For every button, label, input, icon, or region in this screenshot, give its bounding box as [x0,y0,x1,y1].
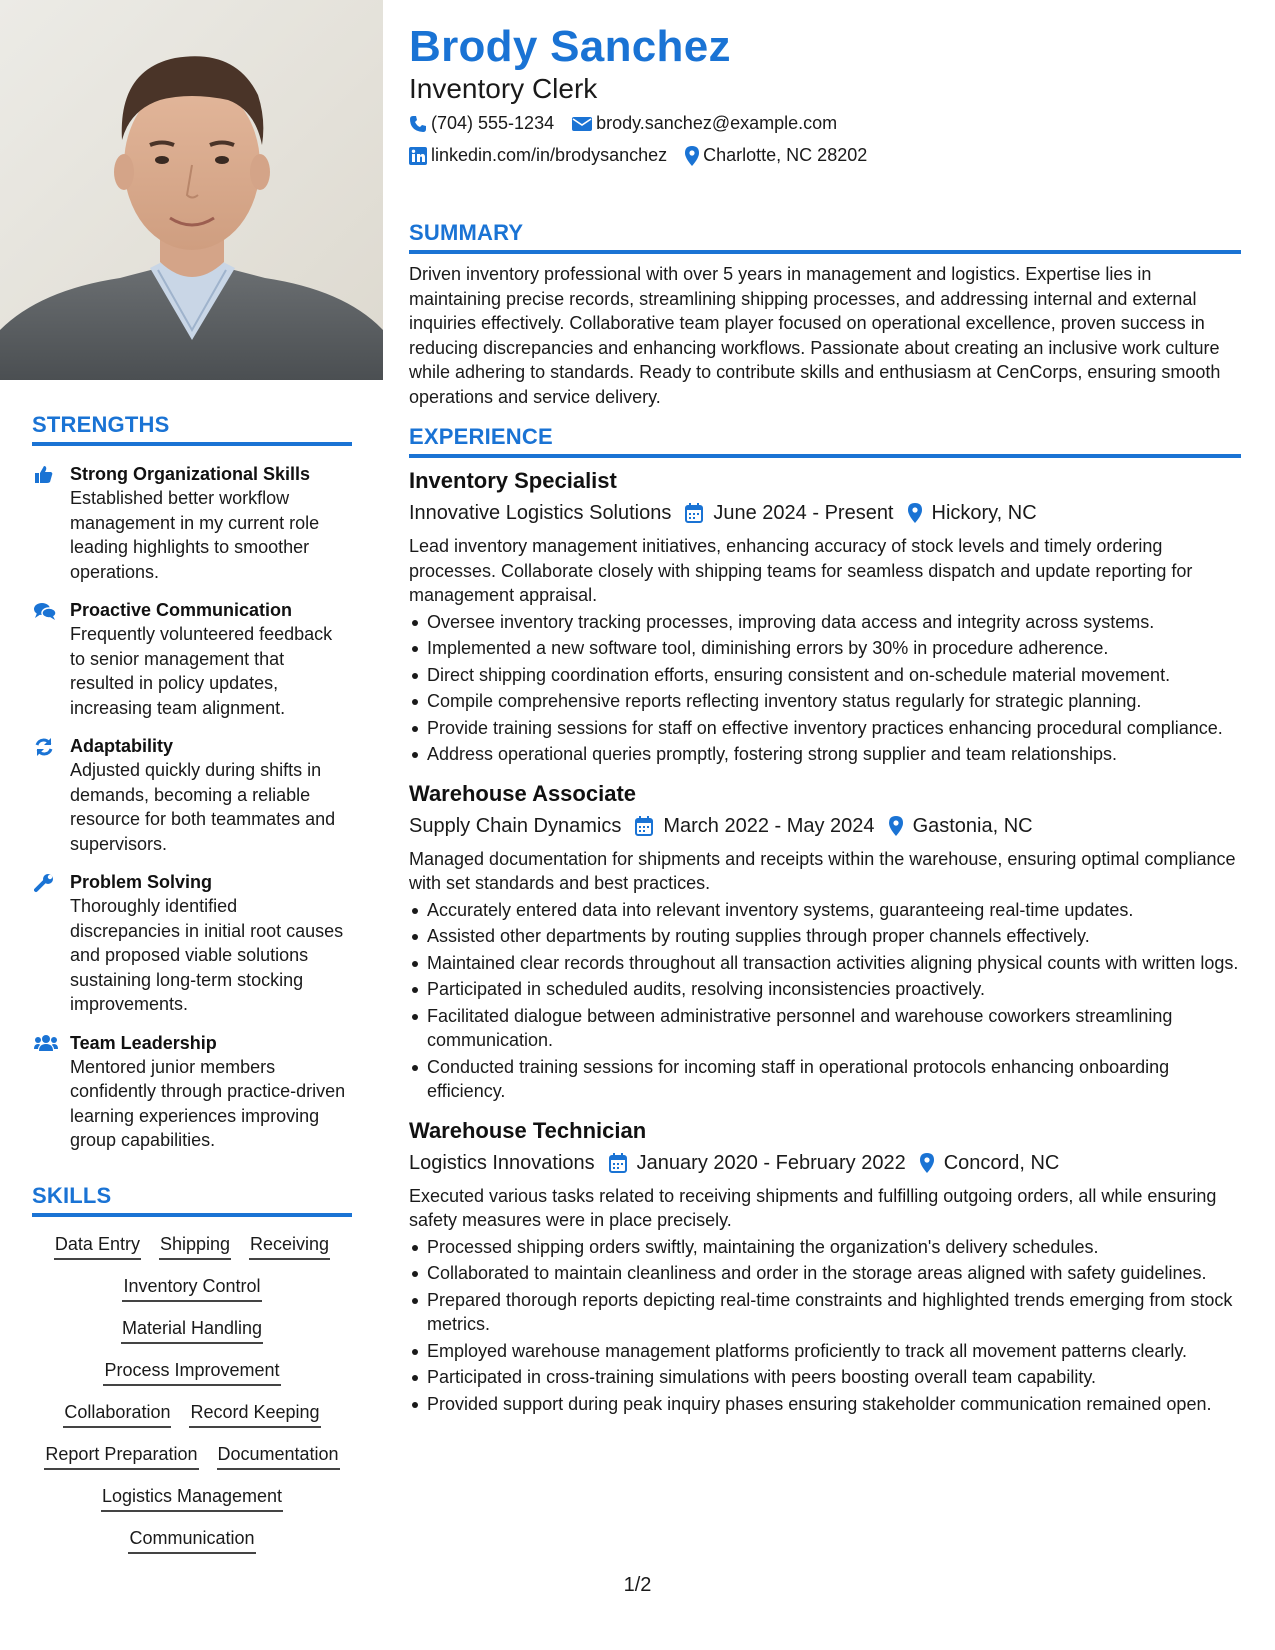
skills-heading: SKILLS [32,1183,352,1217]
email-text: brody.sanchez@example.com [596,113,838,133]
job-location-text: Hickory, NC [931,502,1037,524]
calendar-icon [609,1153,627,1173]
skill-tag: Receiving [249,1232,330,1260]
candidate-role: Inventory Clerk [409,73,598,104]
job-entry [409,466,1241,767]
comments-icon [32,598,70,720]
bullet-item: Implemented a new software tool, diminishing errors by 30% in procedure adherence. [409,636,1241,661]
location-text: Charlotte, NC 28202 [703,145,868,165]
email-contact[interactable] [572,113,837,134]
job-bullets [409,610,1241,767]
map-pin-icon [889,816,903,836]
map-pin-icon [685,146,699,166]
experience-section [409,424,1241,1416]
strength-description: Adjusted quickly during shifts in demands, becoming a reliable resource for both teammates and supervisors. [70,760,336,854]
skill-tag: Logistics Management [101,1484,283,1512]
job-dates [609,1148,906,1178]
users-icon [32,1031,70,1153]
skill-tag: Record Keeping [189,1400,320,1428]
strength-title: Adaptability [70,736,174,756]
job-title: Warehouse Associate [409,780,637,806]
job-description: Executed various tasks related to receiving shipments and fulfilling outgoing orders, all while ensuring safety measures were in place precisely. [409,1185,1217,1230]
skill-tag: Collaboration [63,1400,171,1428]
experience-heading: EXPERIENCE [409,424,1241,458]
company-name: Supply Chain Dynamics [409,814,622,837]
strength-item [32,870,352,1017]
job-description: Managed documentation for shipments and receipts within the warehouse, ensuring optimal compliance with set standards and best practices. [409,848,1236,893]
strength-description: Frequently volunteered feedback to senior management that resulted in policy updates, increasing team alignment. [70,624,333,718]
phone-contact[interactable] [409,113,554,134]
job-dates-text: January 2020 - February 2022 [636,1151,906,1174]
job-dates [635,811,874,841]
linkedin-text: linkedin.com/in/brodysanchez [431,145,668,165]
job-dates [685,498,893,528]
calendar-icon [635,816,653,836]
strength-title: Problem Solving [70,872,213,892]
bullet-item: Provide training sessions for staff on effective inventory practices enhancing procedural compliance. [409,716,1241,741]
calendar-icon [685,503,703,523]
bullet-item: Compile comprehensive reports reflecting inventory status regularly for strategic planning. [409,689,1241,714]
strength-item [32,462,352,584]
bullet-item: Processed shipping orders swiftly, maintaining the organization's delivery schedules. [409,1235,1241,1260]
skills-list [32,1225,352,1561]
strength-item [32,598,352,720]
skill-tag: Data Entry [54,1232,141,1260]
job-location [908,498,1037,528]
bullet-item: Address operational queries promptly, fostering strong supplier and team relationships. [409,742,1241,767]
bullet-item: Participated in cross-training simulations with peers boosting overall team capability. [409,1365,1241,1390]
linkedin-contact[interactable] [409,145,667,166]
job-location-text: Concord, NC [943,1151,1060,1174]
contact-row [409,113,855,134]
job-dates-text: June 2024 - Present [713,502,894,524]
strengths-section [32,412,352,1153]
envelope-icon [572,116,592,132]
phone-text: (704) 555-1234 [431,113,555,133]
strength-item [32,734,352,856]
map-pin-icon [908,503,922,523]
company-name: Innovative Logistics Solutions [409,502,672,524]
sidebar [0,0,383,1650]
linkedin-icon [409,147,427,165]
job-entry [409,779,1241,1104]
bullet-item: Provided support during peak inquiry phases ensuring stakeholder communication remained open. [409,1392,1241,1417]
bullet-item: Collaborated to maintain cleanliness and order in the storage areas aligned with safety guidelines. [409,1261,1241,1286]
skill-tag: Documentation [217,1442,340,1470]
company-name: Logistics Innovations [409,1151,595,1174]
skill-tag: Communication [128,1526,255,1554]
wrench-icon [32,870,70,1017]
page-number: 1/2 [623,1574,652,1596]
profile-photo [0,0,383,380]
phone-icon [409,115,427,133]
bullet-item: Accurately entered data into relevant inventory systems, guaranteeing real-time updates. [409,898,1241,923]
strengths-heading: STRENGTHS [32,412,352,446]
bullet-item: Oversee inventory tracking processes, improving data access and integrity across systems. [409,610,1241,635]
candidate-name: Brody Sanchez [409,22,731,71]
job-description: Lead inventory management initiatives, enhancing accuracy of stock levels and timely ordering processes. Collaborate closely with shipping teams for seamless dispatch and update reporting for management appraisal. [409,536,1193,605]
bullet-item: Maintained clear records throughout all transaction activities aligning physical counts with written logs. [409,951,1241,976]
bullet-item: Participated in scheduled audits, resolving inconsistencies proactively. [409,977,1241,1002]
summary-text: Driven inventory professional with over 5 years in management and logistics. Expertise lies in maintaining precise records, streamlining shipping processes, and addressing internal and external inquiries effectively. Collaborative team player focused on operational excellence, proven success in reducing discrepancies and enhancing workflows. Passionate about creating an inclusive work culture while adhering to standards. Ready to contribute skills and enthusiasm at CenCorps, ensuring smooth operations and service delivery. [409,264,1221,407]
bullet-item: Conducted training sessions for incoming staff in operational protocols enhancing onboarding efficiency. [409,1055,1241,1104]
bullet-item: Direct shipping coordination efforts, ensuring consistent and on-schedule material movement. [409,663,1241,688]
strength-title: Proactive Communication [70,600,293,620]
job-location-text: Gastonia, NC [912,814,1033,837]
job-bullets [409,898,1241,1104]
job-title: Inventory Specialist [409,468,617,493]
job-meta [409,1148,1241,1178]
job-meta [409,811,1241,841]
strength-title: Strong Organizational Skills [70,464,311,484]
skills-section [32,1183,352,1561]
job-meta [409,498,1241,528]
map-pin-icon [920,1153,934,1173]
bullet-item: Facilitated dialogue between administrative personnel and warehouse coworkers streamlining communication. [409,1004,1241,1053]
skill-tag: Inventory Control [122,1274,261,1302]
location-contact [685,145,867,166]
bullet-item: Employed warehouse management platforms proficiently to track all movement patterns clearly. [409,1339,1241,1364]
strength-title: Team Leadership [70,1032,217,1053]
skill-tag: Shipping [159,1232,231,1260]
portrait-image [0,0,383,380]
job-bullets [409,1235,1241,1417]
refresh-icon [32,734,70,856]
summary-heading: SUMMARY [409,220,1241,254]
strength-description: Mentored junior members confidently through practice-driven learning experiences improving group capabilities. [70,1056,346,1150]
skill-tag: Report Preparation [44,1442,198,1470]
job-title: Warehouse Technician [409,1117,647,1143]
strength-description: Thoroughly identified discrepancies in initial root causes and proposed viable solutions sustaining long-term stocking improvements. [70,896,344,1014]
contact-row [409,145,885,166]
bullet-item: Assisted other departments by routing supplies through proper channels effectively. [409,924,1241,949]
thumbs-up-icon [32,462,70,584]
job-dates-text: March 2022 - May 2024 [663,814,875,837]
bullet-item: Prepared thorough reports depicting real-time constraints and highlighted trends emerging from stock metrics. [409,1288,1241,1337]
job-location [889,811,1033,841]
strength-description: Established better workflow management in my current role leading highlights to smoother operations. [70,488,320,582]
job-entry [409,1116,1241,1417]
job-location [920,1148,1060,1178]
strength-item [32,1031,352,1153]
skill-tag: Material Handling [121,1316,263,1344]
summary-section [409,220,1241,409]
skill-tag: Process Improvement [103,1358,280,1386]
